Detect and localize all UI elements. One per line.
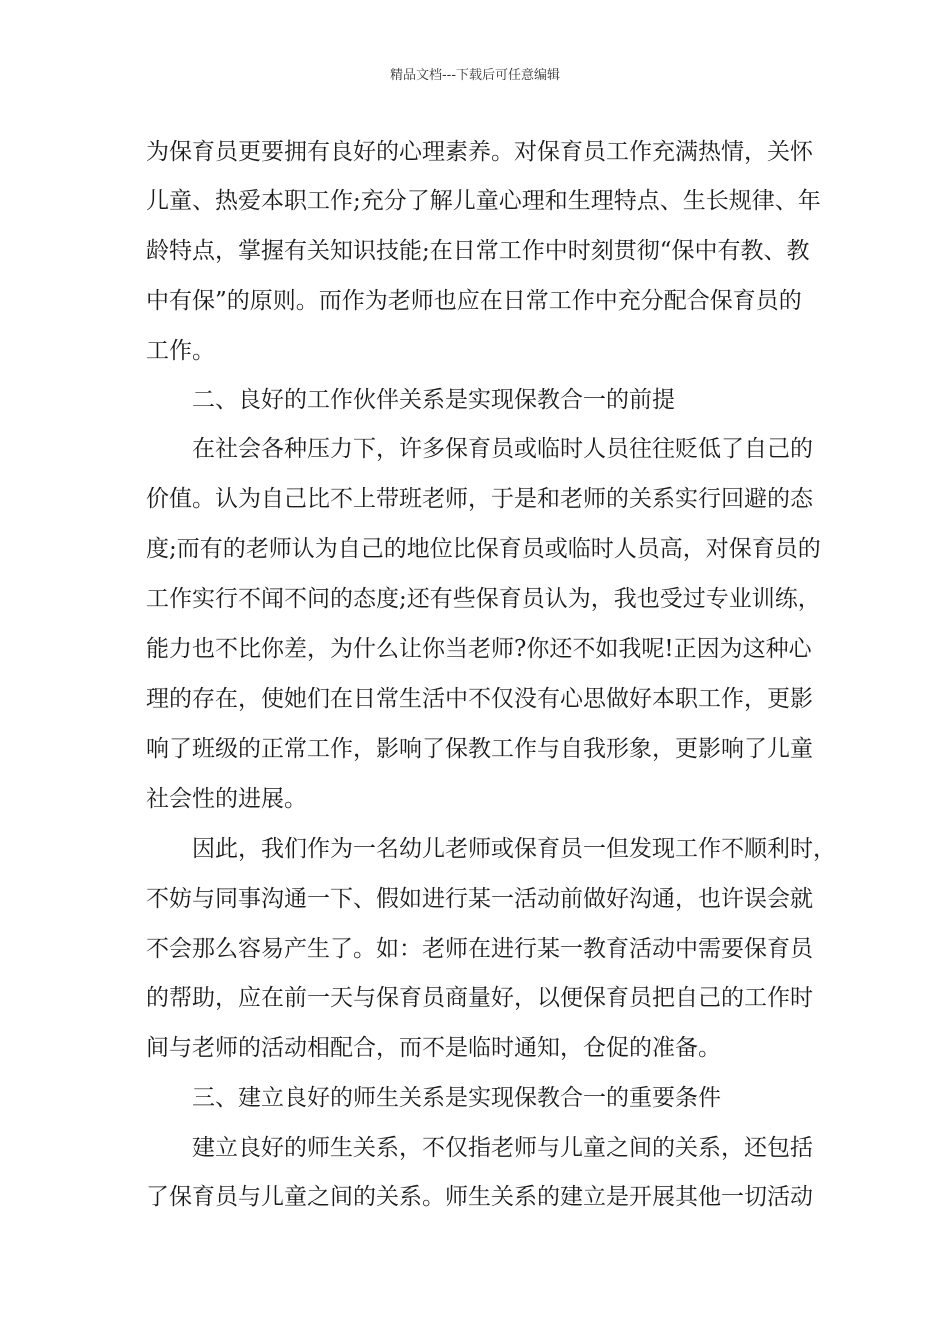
text-line: 因此，我们作为一名幼儿老师或保育员一但发现工作不顺利时， [192,836,836,862]
text-line: 价值。认为自己比不上带班老师，于是和老师的关系实行回避的态 [146,486,813,512]
text-line: 中有保”的原则。而作为老师也应在日常工作中充分配合保育员的 [146,288,802,314]
section-heading: 二、良好的工作伙伴关系是实现保教合一的前提 [192,387,675,413]
section-heading: 三、建立良好的师生关系是实现保教合一的重要条件 [192,1085,721,1111]
text-line: 度;而有的老师认为自己的地位比保育员或临时人员高，对保育员的 [146,536,821,562]
page-header: 精品文档---下载后可任意编辑 [389,68,561,83]
text-line: 工作实行不闻不问的态度;还有些保育员认为，我也受过专业训练， [146,586,821,612]
text-line: 不妨与同事沟通一下、假如进行某一活动前做好沟通，也许误会就 [146,886,813,912]
text-line: 能力也不比你差，为什么让你当老师?你还不如我呢!正因为这种心 [146,636,812,662]
text-line: 理的存在，使她们在日常生活中不仅没有心思做好本职工作，更影 [146,686,813,712]
text-line: 的帮助，应在前一天与保育员商量好，以便保育员把自己的工作时 [146,985,813,1011]
text-line: 工作。 [146,338,215,364]
text-line: 在社会各种压力下，许多保育员或临时人员往往贬低了自己的 [192,436,813,462]
text-line: 间与老师的活动相配合，而不是临时通知，仓促的准备。 [146,1035,721,1061]
text-line: 为保育员更要拥有良好的心理素养。对保育员工作充满热情，关怀 [146,139,813,165]
text-line: 儿童、热爱本职工作;充分了解儿童心理和生理特点、生长规律、年 [146,188,821,214]
text-line: 龄特点，掌握有关知识技能;在日常工作中时刻贯彻“保中有教、教 [146,238,810,264]
text-line: 了保育员与儿童之间的关系。师生关系的建立是开展其他一切活动 [146,1184,813,1210]
text-line: 社会性的进展。 [146,786,307,812]
text-line: 不会那么容易产生了。如：老师在进行某一教育活动中需要保育员 [146,936,813,962]
text-line: 建立良好的师生关系，不仅指老师与儿童之间的关系，还包括 [192,1135,813,1161]
text-line: 响了班级的正常工作，影响了保教工作与自我形象，更影响了儿童 [146,736,813,762]
